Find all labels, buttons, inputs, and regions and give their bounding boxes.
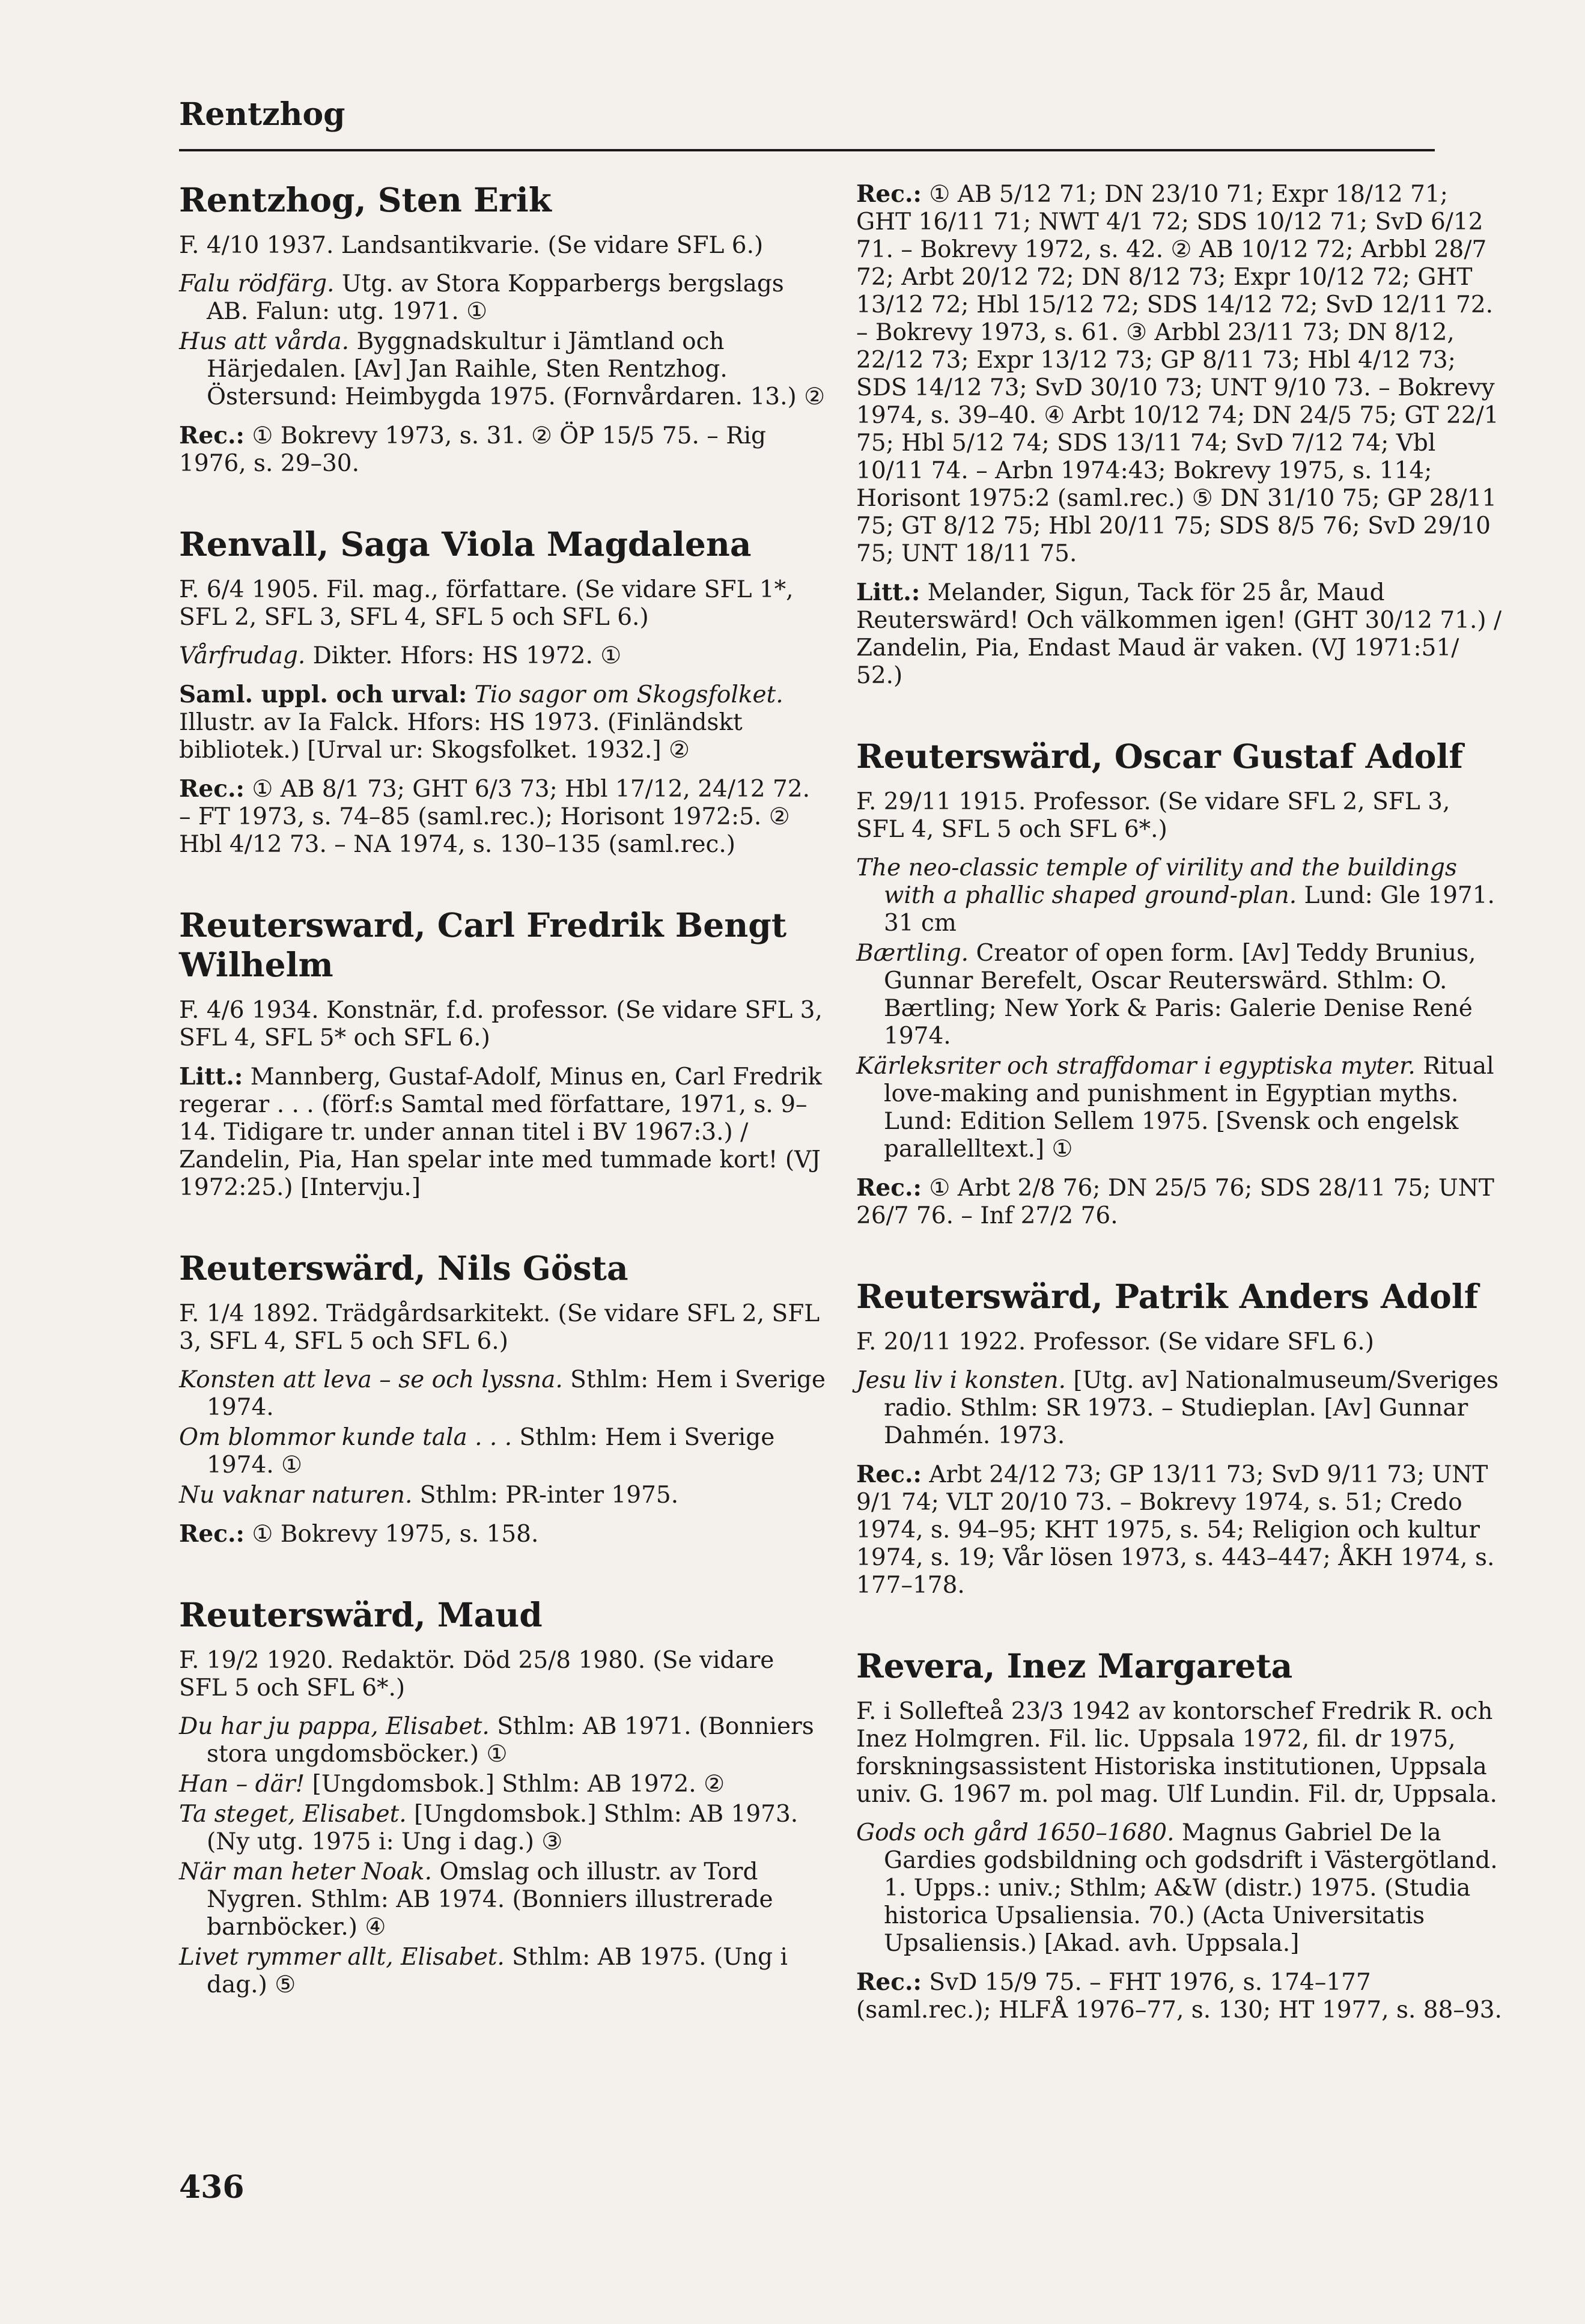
work-item	[856, 1819, 1505, 1957]
review-block	[856, 1968, 1505, 2024]
entry-revera	[856, 1646, 1505, 2024]
work-title: The neo-classic temple of virility and the buildings with a phallic shaped ground-plan.	[856, 854, 1457, 909]
work-item	[179, 1944, 828, 1999]
work-item	[179, 1771, 828, 1798]
entry-rentzhog	[179, 180, 828, 478]
review-block	[179, 1520, 828, 1548]
entry-bio: F. 20/11 1922. Professor. (Se vidare SFL 6.)	[856, 1328, 1374, 1355]
entry-patrik	[856, 1277, 1505, 1599]
entry-carl	[179, 905, 828, 1202]
work-title: Han – där!	[179, 1771, 305, 1798]
work-details: Sthlm: PR-inter 1975.	[412, 1482, 679, 1509]
entry-bio: F. 29/11 1915. Professor. (Se vidare SFL 2, SFL 3, SFL 4, SFL 5 och SFL 6*.)	[856, 788, 1450, 843]
review-label: Rec.:	[856, 1968, 922, 1996]
review-label: Rec.:	[179, 1520, 245, 1548]
review-block	[856, 1174, 1505, 1230]
review-text: SvD 15/9 75. – FHT 1976, s. 174–177 (saml.rec.); HLFÅ 1976–77, s. 130; HT 1977, s. 88–93.	[856, 1969, 1502, 2024]
entry-name: Reuterswärd, Patrik Anders Adolf	[856, 1277, 1479, 1316]
work-item	[179, 1424, 828, 1479]
entry-name: Reutersward, Carl Fredrik Bengt Wilhelm	[179, 905, 787, 984]
review-text: ① Bokrevy 1973, s. 31. ② ÖP 15/5 75. – Rig 1976, s. 29–30.	[179, 422, 767, 477]
work-item	[856, 854, 1505, 937]
work-details: Sthlm: AB 1975. (Ung i dag.) ⑤	[207, 1944, 788, 1998]
literature-label: Litt.:	[856, 579, 920, 606]
review-label: Rec.:	[856, 1461, 922, 1488]
literature-block	[856, 579, 1505, 690]
entry-name: Revera, Inez Margareta	[856, 1646, 1293, 1685]
work-title: Bærtling.	[856, 940, 969, 967]
work-details: Utg. av Stora Kopparbergs bergslags AB. Falun: utg. 1971. ①	[207, 270, 784, 325]
literature-text: Melander, Sigun, Tack för 25 år, Maud Reuterswärd! Och välkommen igen! (GHT 30/12 71.) / Zandelin, Pia, Endast Maud är vaken. (VJ 1971:51/ 52.)	[856, 579, 1502, 689]
work-details: Lund: Gle 1971. 31 cm	[884, 882, 1495, 937]
work-details: Sthlm: Hem i Sverige 1974.	[207, 1366, 826, 1421]
work-details: Ritual love-making and punishment in Egyptian myths. Lund: Edition Sellem 1975. [Svensk och engelsk parallelltext.] ①	[884, 1053, 1494, 1163]
entry-bio: F. 4/6 1934. Konstnär, f.d. professor. (Se vidare SFL 3, SFL 4, SFL 5* och SFL 6.)	[179, 997, 823, 1051]
work-details: Magnus Gabriel De la Gardies godsbildning och godsdrift i Västergötland. 1. Upps.: univ.; Sthlm; A&W (distr.) 1975. (Studia historica Upsaliensia. 70.) (Acta Universitatis Upsaliensis.) [Akad. avh. Uppsala.]	[884, 1819, 1498, 1957]
work-item	[856, 1367, 1505, 1450]
review-label: Rec.:	[179, 775, 245, 803]
work-item	[179, 1801, 828, 1856]
literature-block	[179, 1063, 828, 1202]
entry-name: Reuterswärd, Nils Gösta	[179, 1249, 628, 1288]
entry-nils	[179, 1249, 828, 1548]
right-column	[856, 180, 1505, 2071]
work-title: När man heter Noak.	[179, 1858, 433, 1885]
work-title: Gods och gård 1650–1680.	[856, 1819, 1175, 1846]
header-rule	[179, 149, 1435, 151]
review-text: ① AB 5/12 71; DN 23/10 71; Expr 18/12 71; GHT 16/11 71; NWT 4/1 72; SDS 10/12 71; SvD 6/12 71. – Bokrevy 1972, s. 42. ② AB 10/12 72; Arbbl 28/7 72; Arbt 20/12 72; DN 8/12 73; Expr 10/12 72; GHT 13/12 72; Hbl 15/12 72; SDS 14/12 72; SvD 12/11 72. – Bokrevy 1973, s. 61. ③ Arbbl 23/11 73; DN 8/12, 22/12 73; Expr 13/12 73; GP 8/11 73; Hbl 4/12 73; SDS 14/12 73; SvD 30/10 73; UNT 9/10 73. – Bokrevy 1974, s. 39–40. ④ Arbt 10/12 74; DN 24/5 75; GT 22/1 75; Hbl 5/12 74; SDS 13/11 74; SvD 7/12 74; Vbl 10/11 74. – Arbn 1974:43; Bokrevy 1975, s. 114; Horisont 1975:2 (saml.rec.) ⑤ DN 31/10 75; GP 28/11 75; GT 8/12 75; Hbl 20/11 75; SDS 8/5 76; SvD 29/10 75; UNT 18/11 75.	[856, 181, 1499, 567]
review-text: Arbt 24/12 73; GP 13/11 73; SvD 9/11 73; UNT 9/1 74; VLT 20/10 73. – Bokrevy 1974, s. 51; Credo 1974, s. 94–95; KHT 1975, s. 54; Religion och kultur 1974, s. 19; Vår lösen 1973, s. 443–447; ÅKH 1974, s. 177–178.	[856, 1461, 1495, 1599]
running-head: Rentzhog	[179, 96, 345, 133]
work-details: Sthlm: Hem i Sverige 1974. ①	[207, 1424, 775, 1479]
entry-name: Reuterswärd, Oscar Gustaf Adolf	[856, 737, 1464, 776]
literature-label: Litt.:	[179, 1063, 243, 1091]
review-block	[856, 1461, 1505, 1599]
review-text: ① Bokrevy 1975, s. 158.	[244, 1521, 539, 1548]
collection-details: Illustr. av Ia Falck. Hfors: HS 1973. (Finländskt bibliotek.) [Urval ur: Skogsfolket. 1932.] ②	[179, 709, 743, 764]
entry-maud-continued	[856, 180, 1505, 690]
entry-bio: F. 4/10 1937. Landsantikvarie. (Se vidare SFL 6.)	[179, 232, 764, 259]
review-label: Rec.:	[856, 180, 922, 208]
work-title: Om blommor kunde tala . . .	[179, 1424, 513, 1451]
collection-block	[179, 681, 828, 764]
entry-name: Rentzhog, Sten Erik	[179, 180, 552, 219]
entry-name: Reuterswärd, Maud	[179, 1595, 543, 1634]
review-label: Rec.:	[856, 1174, 922, 1202]
page-number: 436	[179, 2169, 245, 2206]
work-title: Falu rödfärg.	[179, 270, 335, 297]
work-details: [Utg. av] Nationalmuseum/Sveriges radio. Sthlm: SR 1973. – Studieplan. [Av] Gunnar Dahmén. 1973.	[884, 1367, 1499, 1449]
work-title: Jesu liv i konsten.	[856, 1367, 1066, 1394]
work-title: Konsten att leva – se och lyssna.	[179, 1366, 563, 1393]
review-block	[179, 775, 828, 859]
entry-maud	[179, 1595, 828, 1999]
collection-label: Saml. uppl. och urval:	[179, 681, 467, 708]
entry-bio: F. 19/2 1920. Redaktör. Död 25/8 1980. (Se vidare SFL 5 och SFL 6*.)	[179, 1647, 774, 1702]
review-block	[856, 180, 1505, 568]
work-details: [Ungdomsbok.] Sthlm: AB 1973. (Ny utg. 1975 i: Ung i dag.) ③	[207, 1801, 799, 1855]
entry-bio: F. 1/4 1892. Trädgårdsarkitekt. (Se vidare SFL 2, SFL 3, SFL 4, SFL 5 och SFL 6.)	[179, 1300, 820, 1355]
left-column	[179, 180, 828, 2046]
work-title: Du har ju pappa, Elisabet.	[179, 1713, 490, 1740]
work-item	[179, 1713, 828, 1768]
work-title: Kärleksriter och straffdomar i egyptiska myter.	[856, 1053, 1416, 1080]
review-block	[179, 422, 828, 478]
work-details: Omslag och illustr. av Tord Nygren. Sthlm: AB 1974. (Bonniers illustrerade barnböcker.) ④	[207, 1858, 773, 1941]
review-text: ① AB 8/1 73; GHT 6/3 73; Hbl 17/12, 24/12 72. – FT 1973, s. 74–85 (saml.rec.); Horisont 1972:5. ② Hbl 4/12 73. – NA 1974, s. 130–135 (saml.rec.)	[179, 776, 810, 858]
work-details: Sthlm: AB 1971. (Bonniers stora ungdomsböcker.) ①	[207, 1713, 814, 1768]
entry-renvall	[179, 525, 828, 859]
entry-bio: F. i Sollefteå 23/3 1942 av kontorschef Fredrik R. och Inez Holmgren. Fil. lic. Uppsala 1972, fil. dr 1975, forskningsassistent Historiska institutionen, Uppsala univ. G. 1967 m. pol mag. Ulf Lundin. Fil. dr, Uppsala.	[856, 1698, 1497, 1808]
work-details: Byggnadskultur i Jämtland och Härjedalen. [Av] Jan Raihle, Sten Rentzhog. Östersund: Heimbygda 1975. (Fornvårdaren. 13.) ②	[207, 328, 826, 410]
work-item	[856, 1053, 1505, 1163]
work-item	[179, 270, 828, 326]
review-text: ① Arbt 2/8 76; DN 25/5 76; SDS 28/11 75; UNT 26/7 76. – Inf 27/2 76.	[856, 1175, 1494, 1229]
work-item	[179, 642, 828, 670]
work-title: Hus att vårda.	[179, 328, 350, 355]
work-item	[856, 940, 1505, 1050]
work-title: Livet rymmer allt, Elisabet.	[179, 1944, 505, 1971]
work-title: Ta steget, Elisabet.	[179, 1801, 407, 1828]
review-label: Rec.:	[179, 422, 245, 449]
work-item	[179, 1482, 828, 1509]
entry-oscar	[856, 737, 1505, 1230]
entry-name: Renvall, Saga Viola Magdalena	[179, 525, 752, 564]
work-details: Creator of open form. [Av] Teddy Brunius, Gunnar Berefelt, Oscar Reuterswärd. Sthlm: O. Bærtling; New York & Paris: Galerie Denise René 1974.	[884, 940, 1476, 1050]
entry-bio: F. 6/4 1905. Fil. mag., författare. (Se vidare SFL 1*, SFL 2, SFL 3, SFL 4, SFL 5 och SFL 6.)	[179, 576, 794, 631]
work-details: [Ungdomsbok.] Sthlm: AB 1972. ②	[305, 1771, 725, 1798]
work-details: Dikter. Hfors: HS 1972. ①	[305, 642, 622, 669]
work-title: Nu vaknar naturen.	[179, 1482, 413, 1509]
work-item	[179, 1858, 828, 1941]
work-item	[179, 328, 828, 411]
collection-title: Tio sagor om Skogsfolket.	[467, 681, 783, 708]
literature-text: Mannberg, Gustaf-Adolf, Minus en, Carl Fredrik regerar . . . (förf:s Samtal med författare, 1971, s. 9–14. Tidigare tr. under annan titel i BV 1967:3.) / Zandelin, Pia, Han spelar inte med tummade kort! (VJ 1972:25.) [Intervju.]	[179, 1063, 823, 1201]
work-title: Vårfrudag.	[179, 642, 306, 669]
work-item	[179, 1366, 828, 1422]
